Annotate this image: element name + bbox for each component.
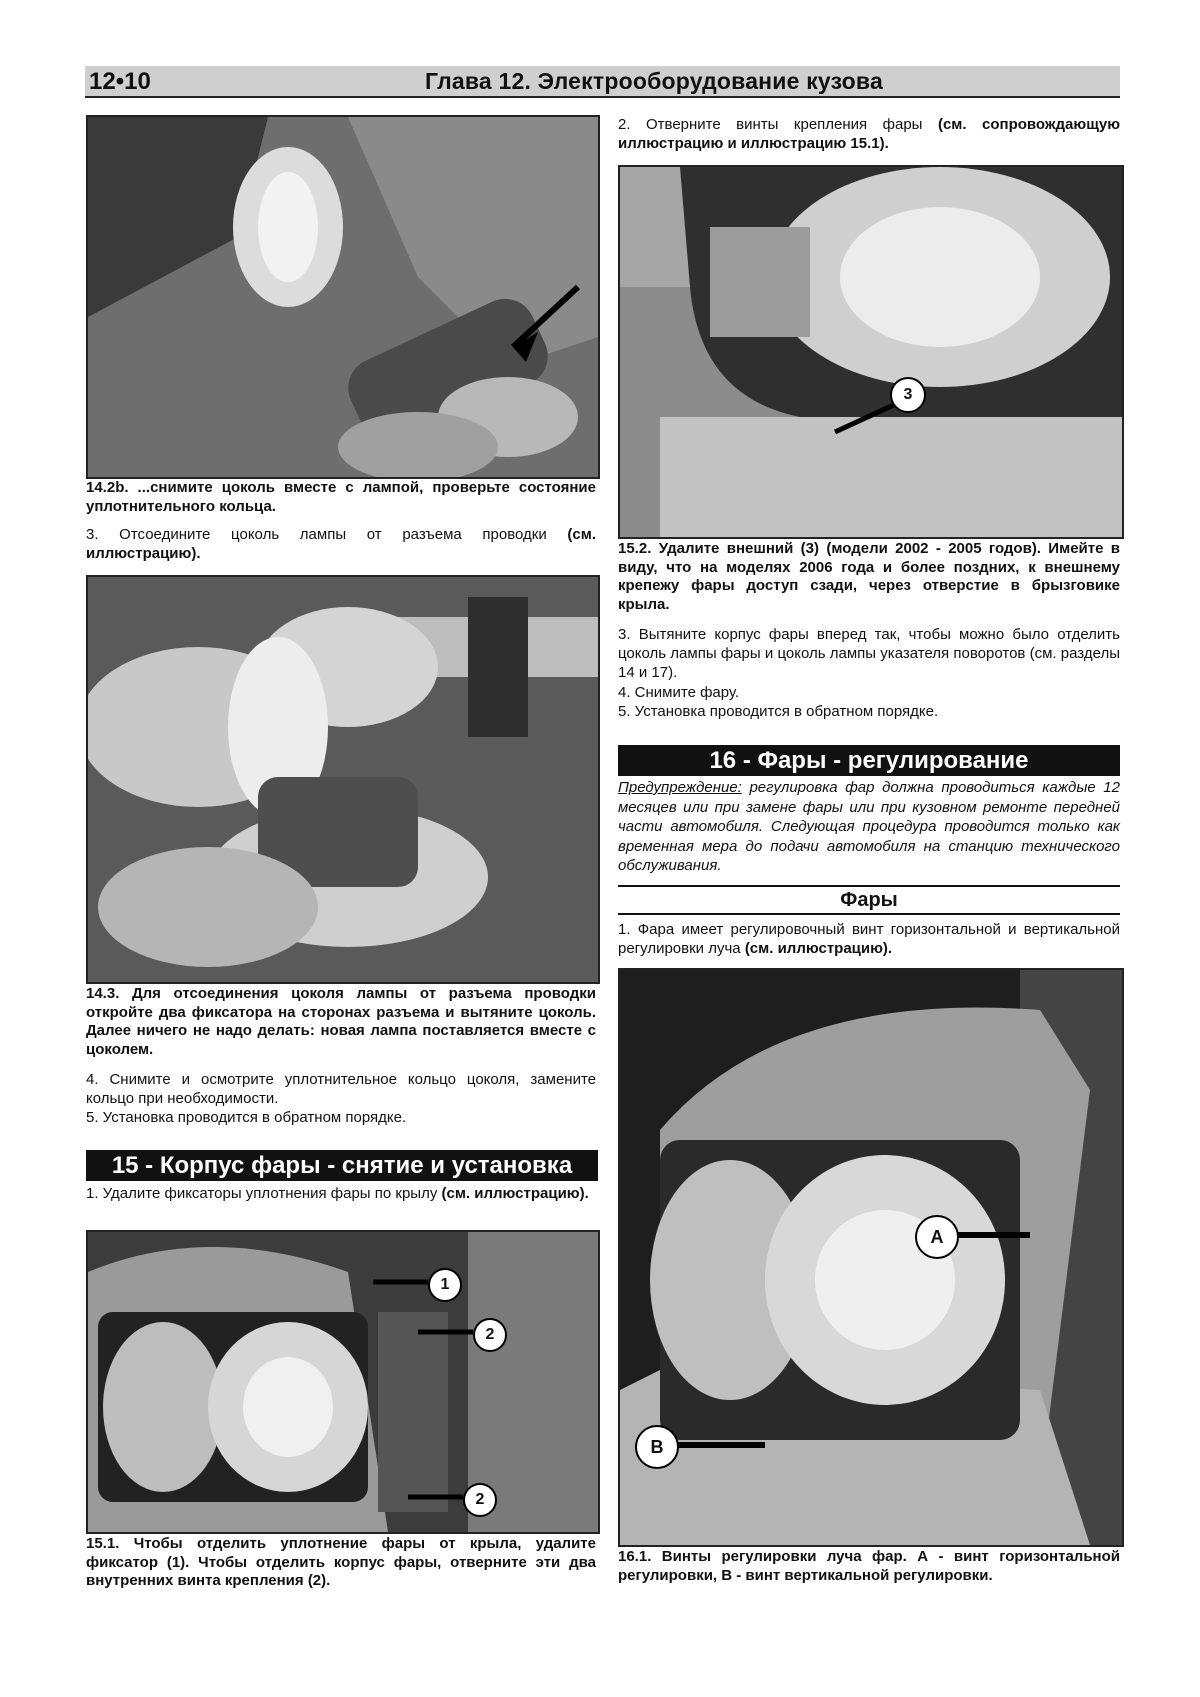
s15-step-1-body: 1. Удалите фиксаторы уплотнения фары по крылу [86,1185,438,1202]
callout-1: 1 [428,1268,462,1302]
s15-step-2-text [618,115,1120,153]
s15-step-2-ref: (см. сопровождающую иллюстрацию и иллюстрацию 15.1). [618,116,1121,152]
callout-3: 3 [890,377,926,413]
chapter-title: Глава 12. Электрооборудование кузова [425,68,883,94]
callout-2-lower: 2 [463,1483,497,1517]
s15-step-1-ref: (см. иллюстрацию). [441,1185,589,1202]
section-16-heading: 16 - Фары - регулирование [618,745,1120,776]
step-3-ref: (см. иллюстрацию). [86,526,597,562]
s15-step-1-text [86,1184,596,1203]
callout-B: B [635,1425,679,1469]
photo-14-2b-bulb-socket [86,115,600,479]
caption-15-2: 15.2. Удалите внешний (3) (модели 2002 - 2005 годов). Имейте в виду, что на моделях 2006 года и более поздних, к внешнему крепежу фары доступ сзади, через отверстие в брызговике крыла. [618,540,1120,613]
step-5-text: 5. Установка проводится в обратном порядке. [86,1109,407,1126]
photo-15-2-outer-screw [618,165,1124,539]
s15-step-5-text: 5. Установка проводится в обратном порядке. [618,703,939,720]
section-15-heading: 15 - Корпус фары - снятие и установка [86,1150,598,1181]
photo-14-3-connector [86,575,600,984]
s15-step-4-text: 4. Снимите фару. [618,684,740,701]
callout-2-upper: 2 [473,1318,507,1352]
photo-15-1-headlight-fasteners [86,1230,600,1534]
callout-A: A [915,1215,959,1259]
s15-step-2-body: 2. Отверните винты крепления фары [618,116,923,133]
photo-16-1-adjust-screws [618,968,1124,1547]
s15-step-3-text: 3. Вытяните корпус фары вперед так, чтобы можно было отделить цоколь лампы фары и цоколь лампы указателя поворотов (см. разделы 14 и 17). [618,626,1120,681]
warning-label: Предупреждение: [618,779,742,796]
caption-15-1: 15.1. Чтобы отделить уплотнение фары от крыла, удалите фиксатор (1). Чтобы отделить корпус фары, отверните эти два внутренних винта крепления (2). [86,1535,596,1589]
caption-14-2b: 14.2b. ...снимите цоколь вместе с лампой, проверьте состояние уплотнительного кольца. [86,479,596,515]
page-header [85,66,1120,98]
page-number: 12•10 [89,68,151,95]
warning-body: регулировка фар должна проводиться каждые 12 месяцев или при замене фары или при кузовном ремонте передней части автомобиля. Следующая процедура проводится только как временная мера до подачи автомобиля на станцию технического обслуживания. [618,779,1120,874]
step-4-text: 4. Снимите и осмотрите уплотнительное кольцо цоколя, замените кольцо при необходимости. [86,1071,596,1107]
subheading-headlights: Фары [618,885,1120,915]
caption-14-3: 14.3. Для отсоединения цоколя лампы от разъема проводки откройте два фиксатора на сторонах разъема и вытяните цоколь. Далее ничего не надо делать: новая лампа поставляется вместе с цоколем. [86,985,596,1058]
s16-step-1-text [618,920,1120,958]
step-3-body: 3. Отсоедините цоколь лампы от разъема проводки [86,526,547,543]
step-3-text [86,525,596,563]
caption-16-1: 16.1. Винты регулировки луча фар. А - винт горизонтальной регулировки, В - винт вертикальной регулировки. [618,1548,1120,1584]
s16-step-1-ref: (см. иллюстрацию). [744,940,893,957]
s16-step-1-body: 1. Фара имеет регулировочный винт горизонтальной и вертикальной регулировки луча [618,921,1120,957]
warning-note [618,778,1120,876]
